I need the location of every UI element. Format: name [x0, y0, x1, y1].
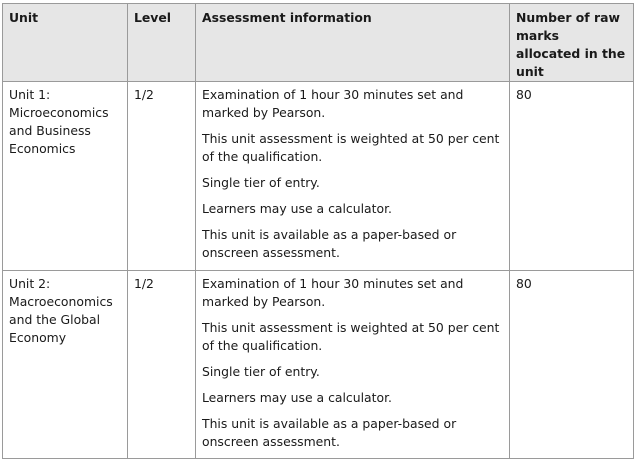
header-raw-marks: Number of raw marks allocated in the unit [510, 4, 634, 82]
unit-name-cell: Unit 2: Macroeconomics and the Global Economy [3, 271, 128, 459]
table-row [3, 82, 634, 271]
level-cell: 1/2 [128, 271, 196, 459]
table-header [3, 4, 634, 82]
assessment-weighting-text: This unit assessment is weighted at 50 per cent of the qualification. [202, 131, 500, 164]
assessment-weighting-text: This unit assessment is weighted at 50 per cent of the qualification. [202, 320, 500, 353]
assessment-format-text: This unit is available as a paper-based or onscreen assessment. [202, 227, 457, 260]
assessment-duration-text: Examination of 1 hour 30 minutes set and marked by Pearson. [202, 87, 464, 120]
table-row [3, 271, 634, 459]
header-level: Level [128, 4, 196, 82]
assessment-tier-text: Single tier of entry. [202, 364, 320, 379]
assessment-duration-text: Examination of 1 hour 30 minutes set and marked by Pearson. [202, 276, 464, 309]
level-cell: 1/2 [128, 82, 196, 271]
header-unit: Unit [3, 4, 128, 82]
assessment-info-cell [196, 82, 510, 271]
assessment-format-text: This unit is available as a paper-based or onscreen assessment. [202, 416, 457, 449]
assessment-table [2, 3, 634, 459]
assessment-info-cell [196, 271, 510, 459]
assessment-tier-text: Single tier of entry. [202, 175, 320, 190]
table-body [3, 82, 634, 459]
assessment-calculator-text: Learners may use a calculator. [202, 201, 392, 216]
unit-name-cell: Unit 1: Microeconomics and Business Economics [3, 82, 128, 271]
header-assessment-information: Assessment information [196, 4, 510, 82]
header-row [3, 4, 634, 82]
assessment-calculator-text: Learners may use a calculator. [202, 390, 392, 405]
raw-marks-cell: 80 [510, 82, 634, 271]
raw-marks-cell: 80 [510, 271, 634, 459]
